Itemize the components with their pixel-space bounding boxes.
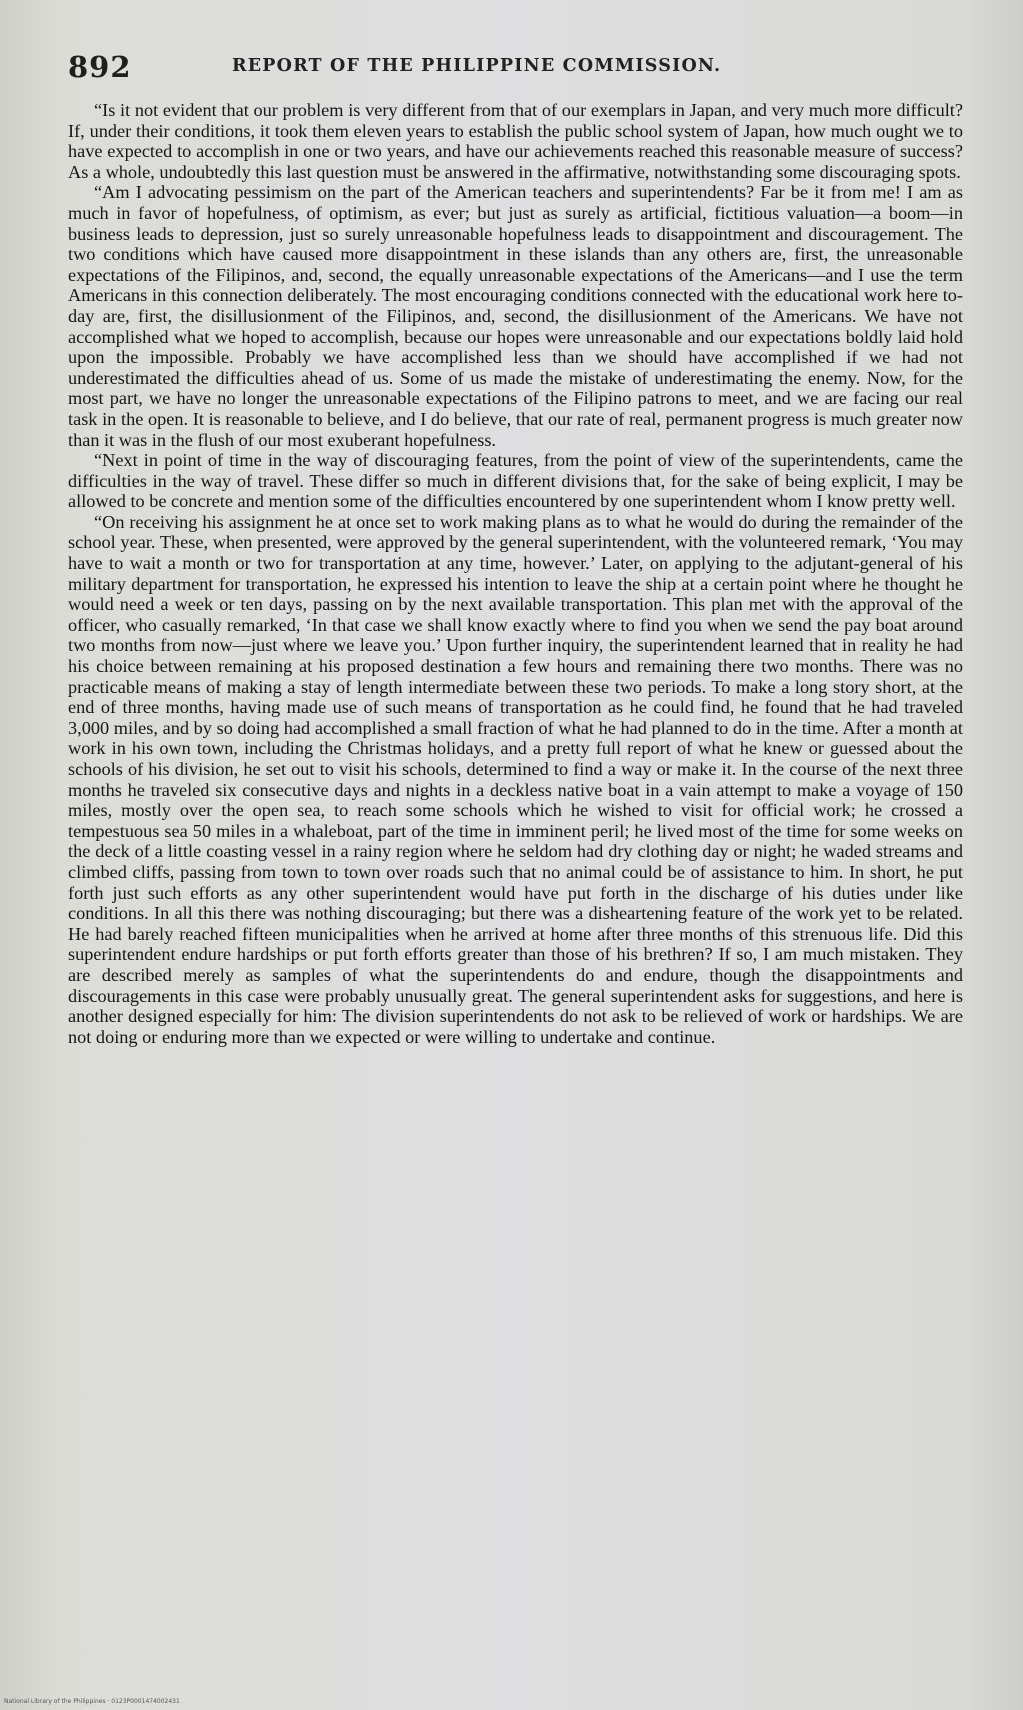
paragraph: “Is it not evident that our problem is very different from that of our exemplars in Japan, and very much more difficult? If, under their conditions, it took them eleven years to establish the public school system of Japan, how much ought we to have expected to accomplish in one or two years, and have our achievements reached this reasonable measure of success? As a whole, undoubtedly this last question must be answered in the affirmative, notwithstanding some discouraging spots. xyxy=(68,100,963,182)
running-head: REPORT OF THE PHILIPPINE COMMISSION. xyxy=(232,56,722,76)
paragraph: “On receiving his assignment he at once set to work making plans as to what he would do during the remainder of the school year. These, when presented, were approved by the general superintendent, with the volunteered remark, ‘You may have to wait a month or two for transportation at any time, however.’ Later, on applying to the adjutant-general of his military department for transportation, he expressed his intention to leave the ship at a certain point where he thought he would need a week or ten days, passing on by the next available transportation. This plan met with the approval of the officer, who casually remarked, ‘In that case we shall know exactly where to find you when we send the pay boat around two months from now—just where we leave you.’ Upon further inquiry, the superintendent learned that in reality he had his choice between remaining at his proposed destination a few hours and remaining there two months. There was no practicable means of making a stay of length intermediate between these two periods. To make a long story short, at the end of three months, having made use of such means of transportation as he could find, he found that he had traveled 3,000 miles, and by so doing had accomplished a small fraction of what he had planned to do in the time. After a month at work in his own town, including the Christmas holidays, and a pretty full report of what he knew or guessed about the schools of his division, he set out to visit his schools, determined to find a way or make it. In the course of the next three months he traveled six consecutive days and nights in a deckless native boat in a vain attempt to make a voyage of 150 miles, mostly over the open sea, to reach some schools which he wished to visit for official work; he crossed a tempestuous sea 50 miles in a whaleboat, part of the time in imminent peril; he lived most of the time for some weeks on the deck of a little coasting vessel in a rainy region where he seldom had dry clothing day or night; he waded streams and climbed cliffs, passing from town to town over roads such that no animal could be of assistance to him. In short, he put forth just such efforts as any other superintendent would have put forth in the discharge of his duties under like conditions. In all this there was nothing discouraging; but there was a disheartening feature of the work yet to be related. He had barely reached fifteen municipalities when he arrived at home after three months of this strenuous life. Did this superintendent endure hardships or put forth efforts greater than those of his brethren? If so, I am much mistaken. They are described merely as samples of what the superintendents do and endure, though the disappointments and discouragements in this case were probably unusually great. The general superintendent asks for suggestions, and here is another designed especially for him: The division superintendents do not ask to be relieved of work or hardships. We are not doing or enduring more than we expected or were willing to undertake and continue. xyxy=(68,511,963,1047)
scan-attribution: National Library of the Philippines · 0123P0001474002431 xyxy=(4,1698,180,1705)
page-number: 892 xyxy=(68,50,132,84)
page-header xyxy=(68,50,963,90)
paragraph: “Am I advocating pessimism on the part of the American teachers and superintendents? Far be it from me! I am as much in favor of hopefulness, of optimism, as ever; but just as surely as artificial, fictitious valuation—a boom—in business leads to depression, just so surely unreasonable hopefulness leads to disappointment and discouragement. The two conditions which have caused more disappointment in these islands than any others are, first, the unreasonable expectations of the Filipinos, and, second, the equally unreasonable expectations of the Americans—and I use the term Americans in this connection deliberately. The most encouraging conditions connected with the educational work here to-day are, first, the disillusionment of the Filipinos, and, second, the disillusionment of the Americans. We have not accomplished what we hoped to accomplish, because our hopes were unreasonable and our expectations boldly laid hold upon the impossible. Probably we have accomplished less than we should have accomplished if we had not underestimated the difficulties ahead of us. Some of us made the mistake of underestimating the enemy. Now, for the most part, we have no longer the unreasonable expectations of the Filipino patrons to meet, and we are facing our real task in the open. It is reasonable to believe, and I do believe, that our rate of real, permanent progress is much greater now than it was in the flush of our most exuberant hopefulness. xyxy=(68,182,963,450)
paragraph: “Next in point of time in the way of discouraging features, from the point of view of the superintendents, came the difficulties in the way of travel. These differ so much in different divisions that, for the sake of being explicit, I may be allowed to be concrete and mention some of the difficulties encountered by one superintendent whom I know pretty well. xyxy=(68,450,963,512)
body-text xyxy=(68,100,963,1047)
